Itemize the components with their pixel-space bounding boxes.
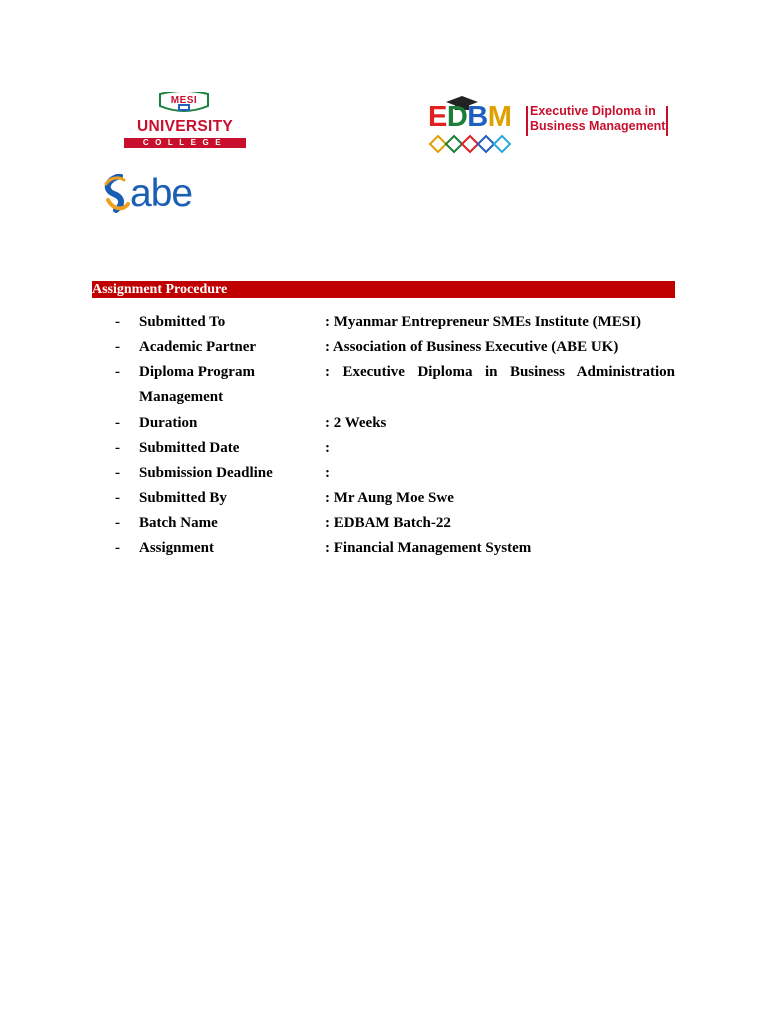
edbm-diamonds-icon [428,134,524,154]
bullet: - [115,314,120,330]
bullet: - [115,364,120,380]
bullet: - [115,440,120,456]
abe-logo [100,172,210,220]
abe-logo-text: abe [130,172,193,215]
detail-value: : Financial Management System [325,540,532,556]
detail-value: : [325,465,330,481]
detail-label: Assignment [139,540,215,556]
bullet: - [115,540,120,556]
mesi-logo-college: COLLEGE [124,138,246,148]
section-header: Assignment Procedure [92,281,675,298]
edbm-tagline-line1: Executive Diploma in [530,104,656,118]
mesi-crest-icon [154,92,214,114]
mesi-logo-university: UNIVERSITY [136,118,233,135]
edbm-tagline [530,104,670,134]
edbm-divider [666,106,668,136]
edbm-tagline-line2: Business Management [530,119,666,133]
detail-value: : EDBAM Batch-22 [325,515,451,531]
mesi-university-college-logo [118,88,250,152]
detail-value: : Mr Aung Moe Swe [325,490,454,506]
detail-label: Duration [139,415,198,431]
detail-label: Academic Partner [139,339,257,355]
mesi-crest-text: MESI [170,94,198,106]
edbm-logo [426,94,674,158]
detail-label: Submission Deadline [139,465,273,481]
detail-label-continued: Management [139,389,224,405]
bullet: - [115,465,120,481]
edbm-letters [428,102,511,132]
detail-label: Submitted To [139,314,226,330]
abe-swoosh-icon [100,174,132,218]
detail-value: : [325,440,330,456]
detail-label: Batch Name [139,515,218,531]
bullet: - [115,515,120,531]
bullet: - [115,415,120,431]
edbm-letter: M [487,101,512,133]
edbm-letter: B [467,101,488,133]
edbm-letter: D [446,101,468,133]
detail-value: : 2 Weeks [325,415,387,431]
detail-label: Diploma Program [139,364,255,380]
detail-value: : Association of Business Executive (ABE UK) [325,339,619,355]
edbm-letter: E [428,101,447,133]
edbm-divider [526,106,528,136]
detail-value: : Executive Diploma in Business Administration [325,364,675,380]
detail-value: : Myanmar Entrepreneur SMEs Institute (MESI) [325,314,641,330]
bullet: - [115,490,120,506]
detail-label: Submitted Date [139,440,240,456]
bullet: - [115,339,120,355]
detail-label: Submitted By [139,490,227,506]
